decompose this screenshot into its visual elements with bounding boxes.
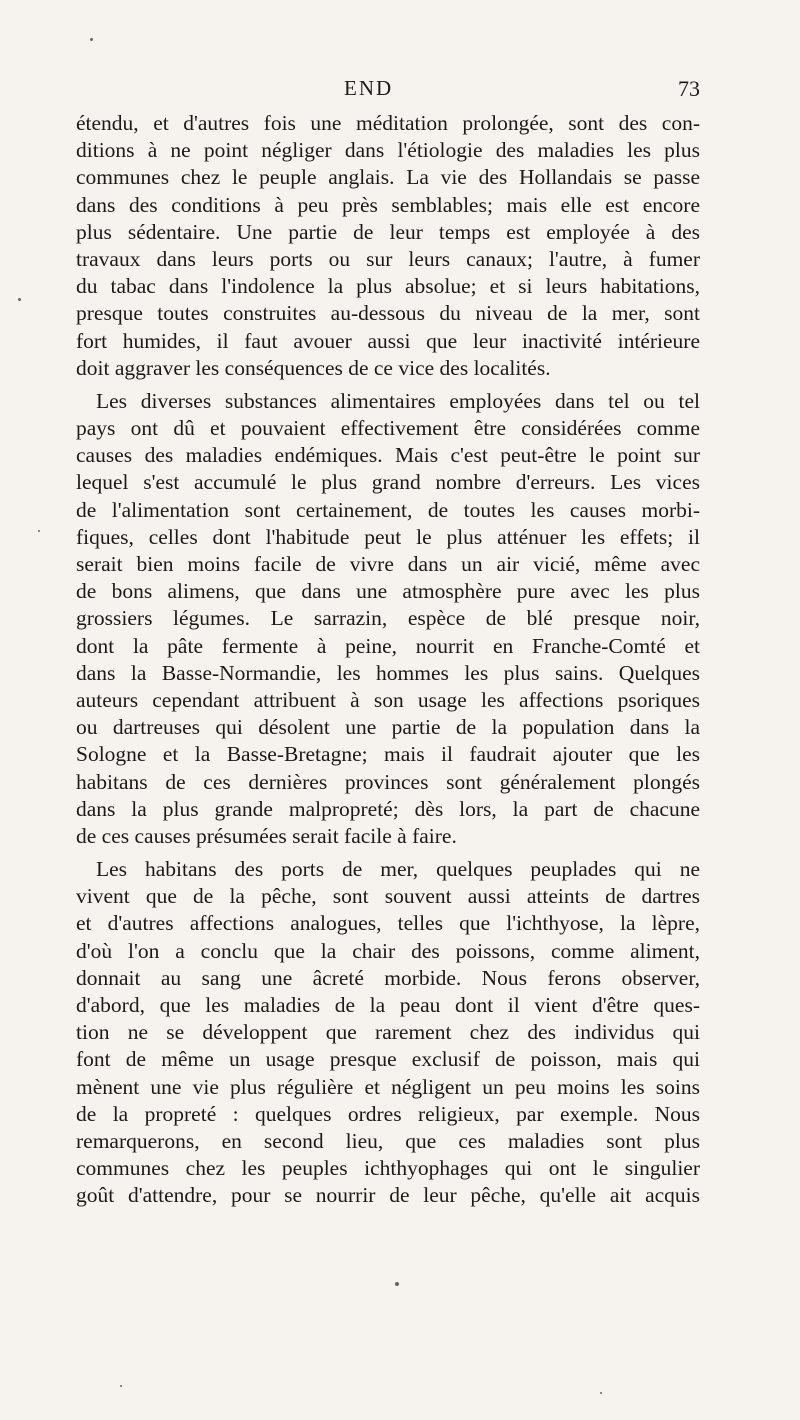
text-line: de ces causes présumées serait facile à faire. [76,823,457,848]
text-line: dans la Basse-Normandie, les hommes les plus sains. Quelques [76,660,700,685]
text-line: dont la pâte fermente à peine, nourrit en Franche-Comté et [76,633,700,658]
text-line: communes chez le peuple anglais. La vie des Hollandais se passe [76,165,700,190]
text-line: Sologne et la Basse-Bretagne; mais il faudrait ajouter que les [76,742,700,767]
body-text [76,110,700,1210]
text-line: mènent une vie plus régulière et négligent un peu moins les soins [76,1074,700,1099]
text-line: doit aggraver les conséquences de ce vice des localités. [76,355,551,380]
text-line: lequel s'est accumulé le plus grand nombre d'erreurs. Les vices [76,470,700,495]
text-line: vivent que de la pêche, sont souvent aussi atteints de dartres [76,884,700,909]
text-line: font de même un usage presque exclusif de poisson, mais qui [76,1047,700,1072]
text-line: dans la plus grande malpropreté; dès lors, la part de chacune [76,796,700,821]
text-line: causes des maladies endémiques. Mais c'est peut-être le point sur [76,443,700,468]
text-line: ditions à ne point négliger dans l'étiologie des maladies les plus [76,138,700,163]
text-line: d'abord, que les maladies de la peau dont il vient d'être ques- [76,993,700,1017]
text-line: communes chez les peuples ichthyophages qui ont le singulier [76,1156,700,1181]
text-line: grossiers légumes. Le sarrazin, espèce de blé presque noir, [76,606,700,631]
text-line: Les habitans des ports de mer, quelques peuplades qui ne [96,857,700,882]
scan-speck [38,530,40,532]
text-line: dans des conditions à peu près semblables; mais elle est encore [76,192,700,217]
text-line: Les diverses substances alimentaires employées dans tel ou tel [96,388,700,413]
scan-speck [90,38,93,41]
text-line: tion ne se développent que rarement chez des individus qui [76,1020,700,1045]
text-line: travaux dans leurs ports ou sur leurs canaux; l'autre, à fumer [76,246,700,271]
scan-speck [18,298,21,301]
text-line: fiques, celles dont l'habitude peut le plus atténuer les effets; il [76,524,700,549]
text-line: habitans de ces dernières provinces sont généralement plongés [76,769,700,794]
running-head: END [344,76,394,100]
text-line: de bons alimens, que dans une atmosphère pure avec les plus [76,579,700,604]
text-line: donnait au sang une âcreté morbide. Nous ferons observer, [76,965,700,990]
text-line: du tabac dans l'indolence la plus absolue; et si leurs habitations, [76,274,700,299]
text-line: et d'autres affections analogues, telles que l'ichthyose, la lèpre, [76,911,700,936]
text-line: étendu, et d'autres fois une méditation prolongée, sont des con- [76,111,700,135]
text-line: presque toutes construites au-dessous du niveau de la mer, sont [76,301,700,326]
text-line: plus sédentaire. Une partie de leur temps est employée à des [76,219,700,244]
text-line: ou dartreuses qui désolent une partie de la population dans la [76,715,700,740]
paragraph-1 [76,110,700,382]
text-line: d'où l'on a conclu que la chair des poissons, comme aliment, [76,938,700,963]
text-line: goût d'attendre, pour se nourrir de leur pêche, qu'elle ait acquis [76,1183,700,1208]
paragraph-3 [76,856,700,1209]
scan-speck [600,1392,602,1394]
text-line: serait bien moins facile de vivre dans un air vicié, même avec [76,552,700,576]
text-line: auteurs cependant attribuent à son usage les affections psoriques [76,687,700,712]
page-number: 73 [678,76,700,101]
scan-speck [395,1282,399,1286]
text-line: remarquerons, en second lieu, que ces maladies sont plus [76,1128,700,1153]
text-line: fort humides, il faut avouer aussi que leur inactivité intérieure [76,328,700,353]
page-header [76,76,700,106]
scan-speck [120,1385,122,1387]
text-line: de la propreté : quelques ordres religieux, par exemple. Nous [76,1101,700,1126]
paragraph-2 [76,388,700,850]
text-line: pays ont dû et pouvaient effectivement être considérées comme [76,416,700,441]
text-line: de l'alimentation sont certainement, de toutes les causes morbi- [76,497,700,522]
